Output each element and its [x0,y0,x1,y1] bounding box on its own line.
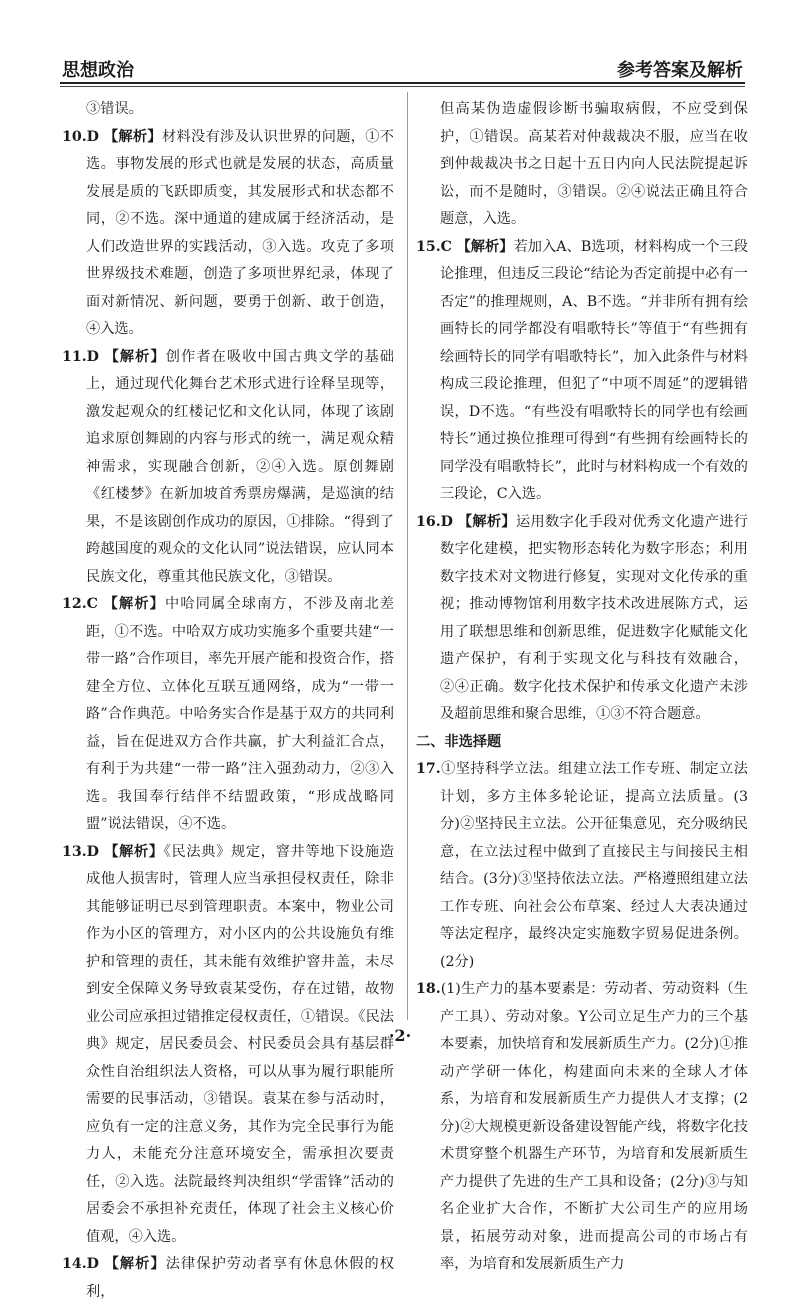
page-header [60,56,745,84]
subject-title: 思想政治 [62,60,134,81]
paragraph-continuation: ③错误。 [86,101,143,117]
right-column [416,96,748,1279]
analysis-tag: 【解析】 [103,128,162,145]
answer-item [62,1251,394,1306]
answer-text: 《民法典》规定，窨井等地下设施造成他人损害时，管理人应当承担侵权责任，除非其能够证明已尽到管理职责。本案中，物业公司作为小区的管理方，对小区内的公共设施负有维护和管理的责任，其未能有效维护窨井盖，未尽到安全保障义务导致袁某受伤，存在过错，故物业公司应承担过错推定侵权责任，①错误。《民法典》规定，居民委员会、村民委员会具有基层群众性自治组织法人资格，可以从事为履行职能所需要的民事活动，③错误。袁某在参与活动时，应负有一定的注意义务，其作为完全民事行为能力人，未能充分注意环境安全，需承担次要责任，②入选。法院最终判决组织“学雷锋”活动的居委会不承担补充责任，体现了社会主义核心价值观，④入选。 [86,843,394,1245]
answer-text: 运用数字化手段对优秀文化遗产进行数字化建模，把实物形态转化为数字形态；利用数字技术对文物进行修复，实现对文化传承的重视；推动博物馆利用数字技术改进展陈方式，运用了联想思维和创新思维，促进数字化赋能文化遗产保护，有利于实现文化与科技有效融合，②④正确。数字化技术保护和传承文化遗产未涉及超前思维和聚合思维，①③不符合题意。 [440,513,748,722]
section-title: 参考答案及解析 [617,60,743,81]
header-rule [60,86,745,87]
analysis-tag: 【解析】 [456,238,514,255]
answer-text: 创作者在吸收中国古典文学的基础上，通过现代化舞台艺术形式进行诠释呈现等，激发起观众的红楼记忆和文化认同，体现了该剧追求原创舞剧的内容与形式的统一，满足观众精神需求，实现融合创新，②④入选。原创舞剧《红楼梦》在新加坡首秀票房爆满，是巡演的结果，不是该剧创作成功的原因，①排除。“得到了跨越国度的观众的文化认同”说法错误，应认同本民族文化，尊重其他民族文化，③错误。 [86,348,394,585]
analysis-tag: 【解析】 [104,1256,166,1272]
answer-item [62,591,394,839]
question-number: 14.D [62,1256,99,1272]
paragraph-continuation: 但高某伪造虚假诊断书骗取病假，不应受到保护，①错误。高某若对仲裁裁决不服，应当在收到仲裁裁决书之日起十五日内向人民法院提起诉讼，而不是随时，③错误。②④说法正确且符合题意，入选。 [440,101,748,227]
question-number: 13.D [62,843,99,860]
answer-item [416,509,748,729]
question-number: 10.D [62,128,99,145]
answer-text: ①坚持科学立法。组建立法工作专班、制定立法计划，多方主体多轮论证，提高立法质量。(3分)②坚持民主立法。公开征集意见，充分吸纳民意，在立法过程中做到了直接民主与间接民主相结合。(3分)③坚持依法立法。严格遵照组建立法工作专班、向社会公布草案、经过人大表决通过等法定程序，最终决定实施数字贸易促进条例。(2分) [440,761,748,970]
answer-text: 材料没有涉及认识世界的问题，①不选。事物发展的形式也就是发展的状态，高质量发展是质的飞跃即质变，其发展形式和状态都不同，②不选。深中通道的建成属于经济活动，是人们改造世界的实践活动，③入选。攻克了多项世界级技术难题，创造了多项世界纪录，体现了面对新情况、新问题，要勇于创新、敢于创造，④入选。 [86,128,394,337]
question-number: 17. [416,761,441,777]
question-number: 12.C [62,596,98,612]
analysis-tag: 【解析】 [104,843,164,860]
left-column [62,96,394,1306]
question-number: 16.D [416,513,453,530]
analysis-tag: 【解析】 [457,513,516,530]
answer-text: 中哈同属全球南方，不涉及南北差距，①不选。中哈双方成功实施多个重要共建“一带一路”合作项目，率先开展产能和投资合作，搭建全方位、立体化互联互通网络，成为“一带一路”合作典范。中哈务实合作是基于双方的共同利益，旨在促进双方合作共赢，扩大利益汇合点，有利于为共建“一带一路”注入强劲动力，②③入选。我国奉行结伴不结盟政策，“形成战略同盟”说法错误，④不选。 [86,596,394,832]
answer-text: 法律保护劳动者享有休息休假的权利， [86,1256,394,1300]
answer-text: 若加入A、B选项，材料构成一个三段论推理，但违反三段论“结论为否定前提中必有一否定”的推理规则，A、B不选。“并非所有拥有绘画特长的同学都没有唱歌特长”等值于“有些拥有绘画特长的同学有唱歌特长”，加入此条件与材料构成三段论推理，但犯了“中项不周延”的逻辑错误，D不选。“有些没有唱歌特长的同学也有绘画特长”通过换位推理可得到“有些拥有绘画特长的同学没有唱歌特长”，此时与材料构成一个有效的三段论，C入选。 [440,238,748,502]
question-number: 11.D [62,348,99,365]
answer-item [62,344,394,592]
answer-item-essay [416,756,748,976]
section-heading: 二、非选择题 [416,733,502,750]
answer-text: (1)生产力的基本要素是：劳动者、劳动资料（生产工具）、劳动对象。Y公司立足生产力的三个基本要素，加快培育和发展新质生产力。(2分)①推动产学研一体化，构建面向未来的全球人才体系，为培育和发展新质生产力提供人才支撑；(2分)②大规模更新设备建设智能产线，将数字化技术贯穿整个机器生产环节，为培育和发展新质生产力提供了先进的生产工具和设备；(2分)③与知名企业扩大合作，不断扩大公司生产的应用场景，拓展劳动对象，进而提高公司的市场占有率，为培育和发展新质生产力 [440,981,748,1272]
analysis-tag: 【解析】 [104,348,166,365]
column-divider [407,92,408,1020]
analysis-tag: 【解析】 [103,596,166,612]
answer-item [416,234,748,509]
question-number: 15.C [416,238,452,255]
question-number: 18. [416,981,441,997]
answer-item [62,124,394,344]
answer-item-essay [416,976,748,1279]
page-number: ·2· [388,1026,412,1045]
